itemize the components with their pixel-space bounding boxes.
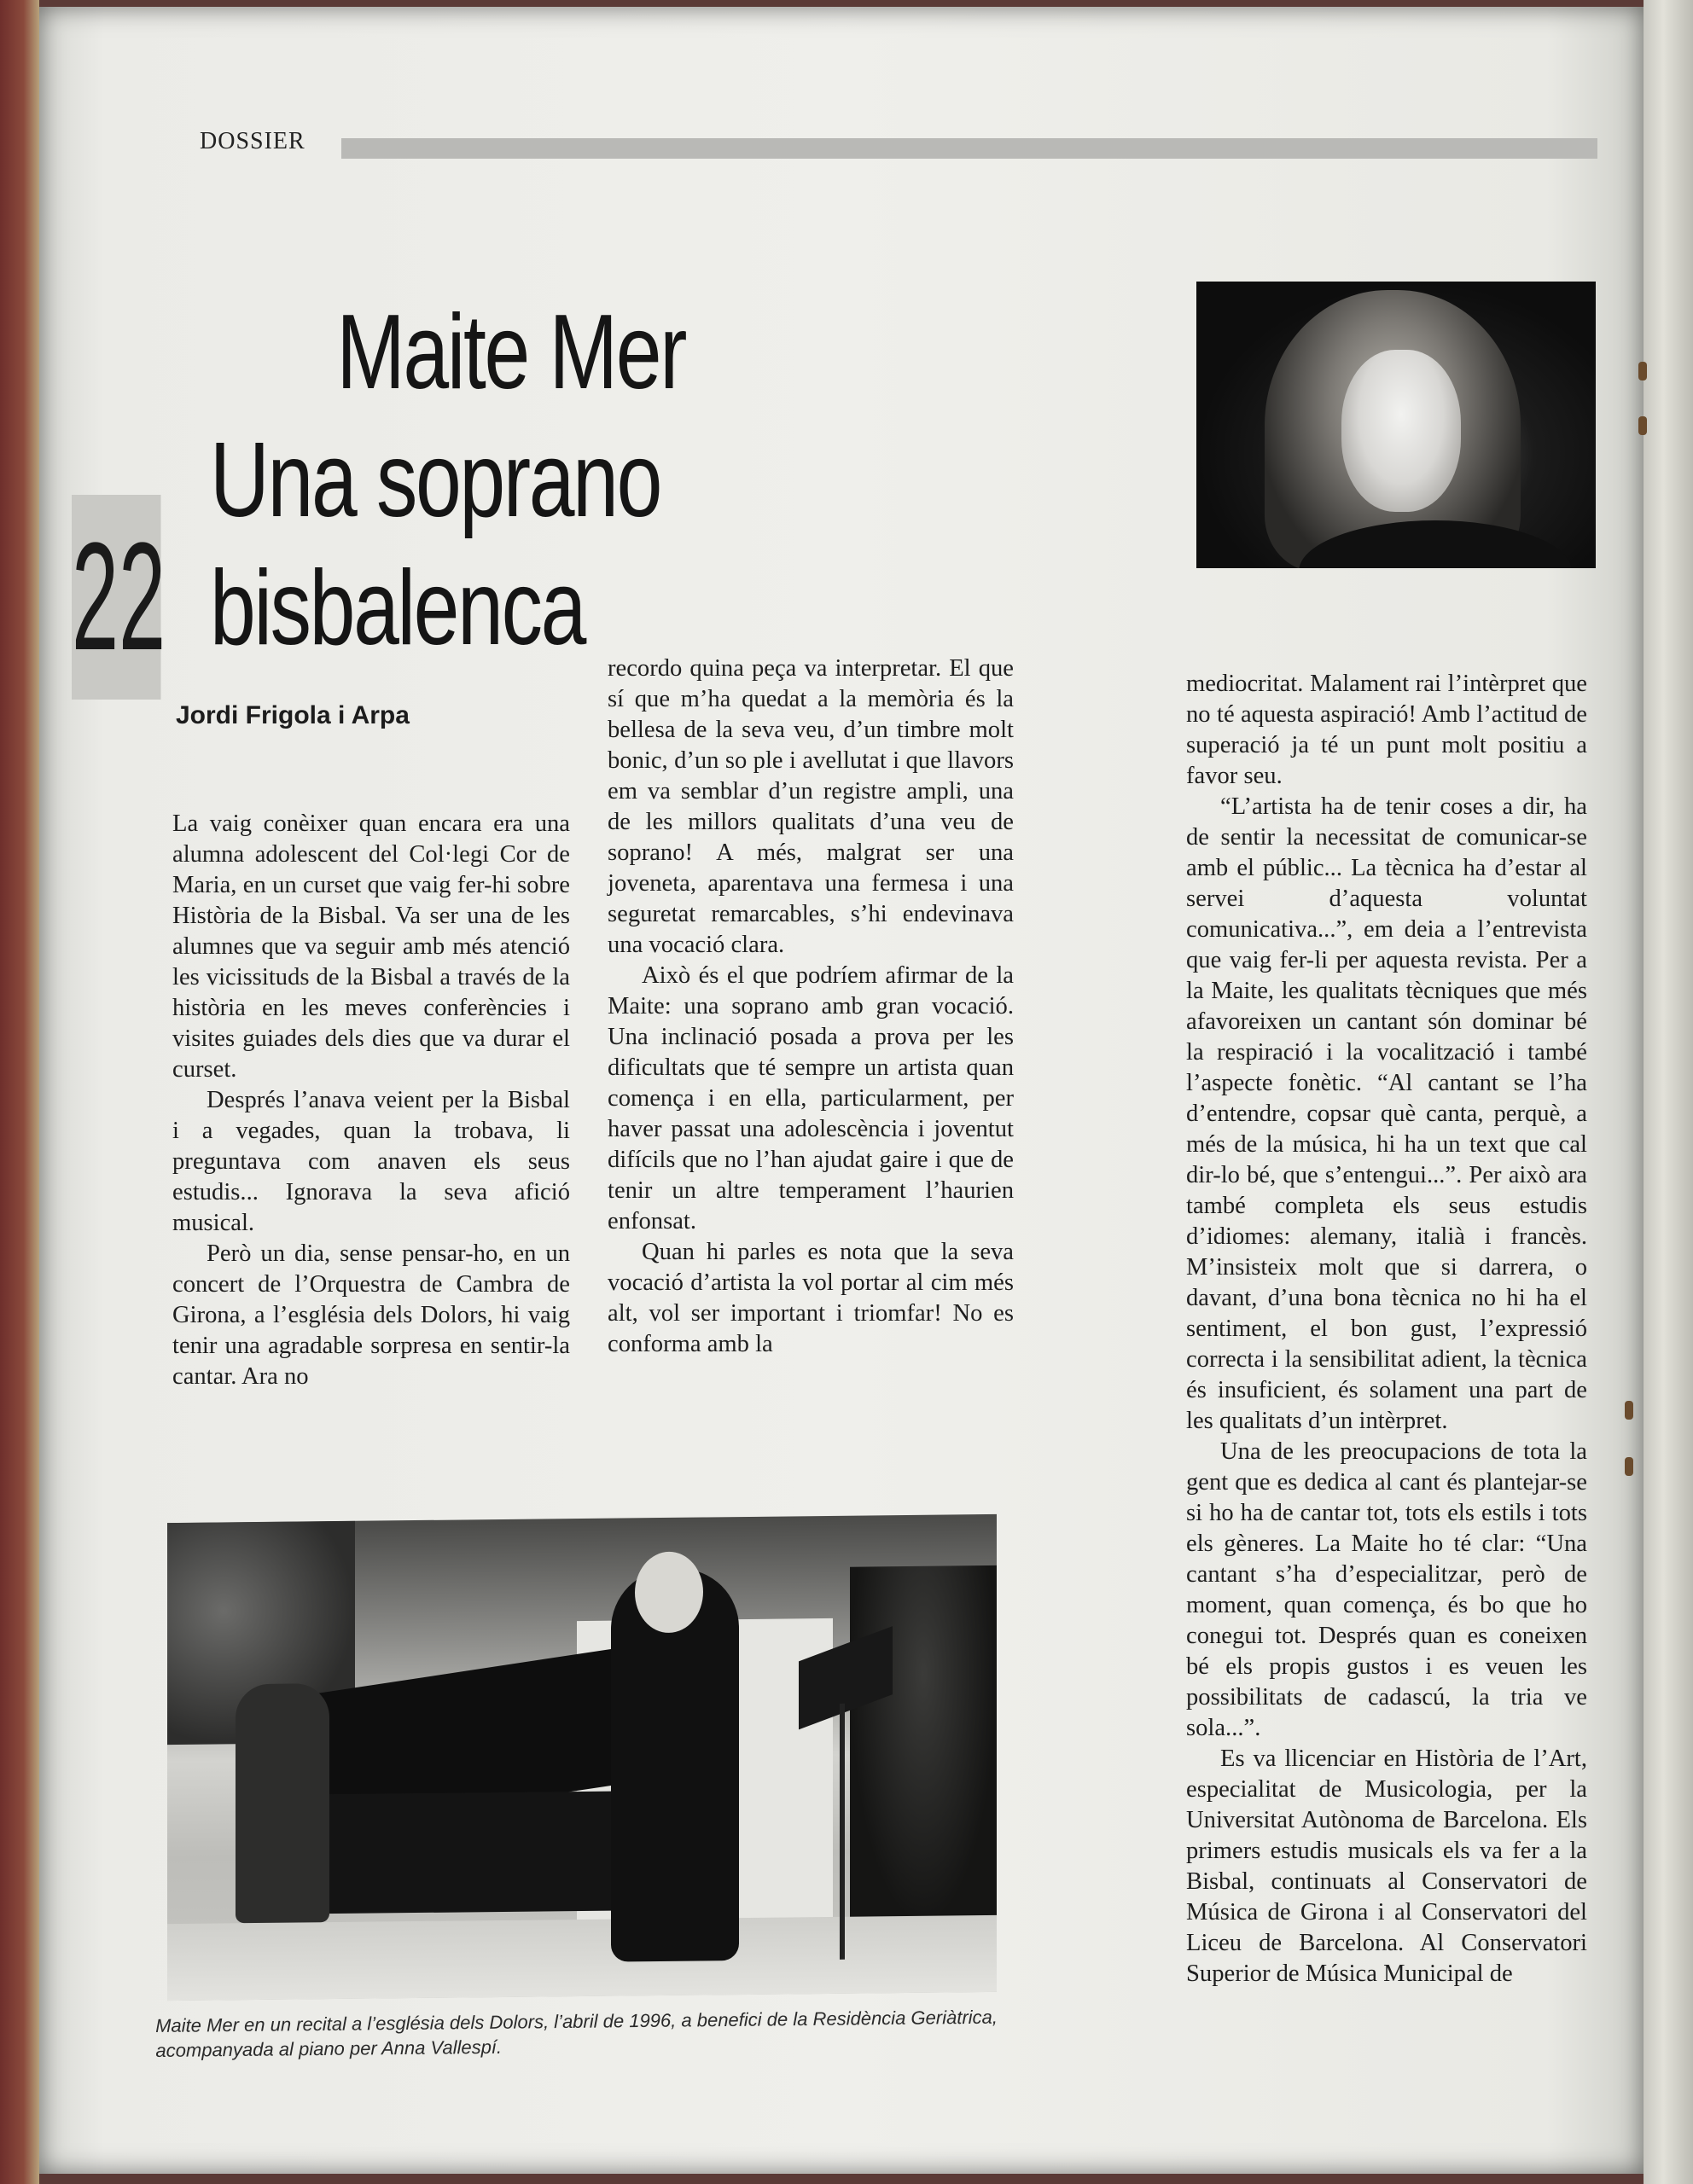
text-column-3 <box>1186 669 1587 1989</box>
paragraph: Quan hi parles es nota que la seva vocació d’artista la vol portar al cim més alt, vol ser important i triomfar! No es conforma amb la <box>608 1239 1014 1357</box>
photo-stand-pole <box>840 1704 845 1960</box>
recital-photo <box>167 1514 997 2001</box>
article-title <box>210 288 876 672</box>
photo-singer-head <box>635 1552 703 1634</box>
paragraph: recordo quina peça va interpretar. El que sí que m’ha quedat a la memòria és la bellesa de la seva veu, d’un timbre molt bonic, d’un so ple i avellutat i que llavors em va semblar d’un registre ampli, una de les millors qualitats d’una veu de soprano! A més, malgrat ser una joveneta, aparentava una fermesa i una seguretat remarcables, s’hi endevinava una vocació clara. <box>608 655 1014 958</box>
page-number: 22 <box>72 495 161 700</box>
paragraph: Després l’anava veient per la Bisbal i a vegades, quan la trobava, li preguntava com anaven els seus estudis... Ignorava la seva afició musical. <box>172 1087 570 1236</box>
paragraph: Es va llicenciar en Història de l’Art, especialitat de Musicologia, per la Universitat Autònoma de Barcelona. Els primers estudis musicals els va fer a la Bisbal, continuats al Conservatori de Música de Girona i al Conservatori del Liceu de Barcelona. Al Conservatori Superior de Música Municipal de <box>1186 1745 1587 1987</box>
paragraph: “L’artista ha de tenir coses a dir, ha de sentir la necessitat de comunicar-se amb el públic... La tècnica ha d’estar al servei d’aquesta voluntat comunicativa...”, em deia a l’entrevista que vaig fer-li per aquesta revista. Per a la Maite, les qualitats tècniques que més afavoreixen un cantant són dominar bé la respiració i la vocalització i també l’aspecte fonètic. “Al cantant se l’ha d’entendre, copsar què canta, perquè, a més de la música, hi ha un text que cal dir-lo bé, que s’entengui...”. Per això ara també completa els seus estudis d’idiomes: alemany, italià i francès. M’insisteix molt que si darrera, o davant, d’una bona tècnica no hi ha el sentiment, el bon gust, l’expressió correcta i la sensibilitat adient, la tècnica és insuficient, és solament una part de les qualitats d’un intèrpret. <box>1186 793 1587 1434</box>
header-rule <box>341 138 1597 159</box>
text-column-2 <box>608 653 1014 1360</box>
portrait-photo <box>1196 282 1596 568</box>
title-line-1: Maite Mer <box>336 293 686 411</box>
portrait-face <box>1341 350 1461 512</box>
paragraph: mediocritat. Malament rai l’intèrpret que no té aquesta aspiració! Amb l’actitud de superació ja té un punt molt positiu a favor seu. <box>1186 671 1587 789</box>
title-line-2: Una soprano bisbalenca <box>210 421 661 667</box>
section-label: DOSSIER <box>200 128 305 154</box>
magazine-page <box>39 7 1644 2174</box>
binding-staple <box>1625 1401 1633 1420</box>
binding-staple <box>1638 362 1647 380</box>
binding-staple <box>1625 1457 1633 1476</box>
photo-pianist <box>236 1683 329 1923</box>
paragraph: Això és el que podríem afirmar de la Maite: una soprano amb gran vocació. Una inclinació posada a prova per les dificultats que té sempre un artista quan comença i en ella, particularment, per haver passat una adolescència i joventut difícils que no l’han ajudat gaire i que de tenir un altre temperament l’haurien enfonsat. <box>608 962 1014 1234</box>
photo-floor <box>167 1915 997 2001</box>
paragraph: Però un dia, sense pensar-ho, en un concert de l’Orquestra de Cambra de Girona, a l’església dels Dolors, hi vaig tenir una agradable sorpresa en sentir-la cantar. Ara no <box>172 1240 570 1390</box>
paragraph: Una de les preocupacions de tota la gent que es dedica al cant és plantejar-se si ho ha de cantar tot, tots els estils i tots els gèneres. La Maite ho té clar: “Una cantant s’ha d’especialitzar, però de moment, quan comença, és bo que ho conegui tot. Després quan es coneixen bé els propis gustos i es veuen les possibilitats de cadascú, la tria ve sola...”. <box>1186 1438 1587 1741</box>
binding-staple <box>1638 416 1647 435</box>
magazine-spine <box>0 0 39 2184</box>
text-column-1 <box>172 809 570 1392</box>
photo-caption: Maite Mer en un recital a l’església dels Dolors, l’abril de 1996, a benefici de la Residència Geriàtrica, acompanyada al piano per Anna Vallespí. <box>155 2006 998 2061</box>
page-edge <box>1644 0 1693 2184</box>
author-byline: Jordi Frigola i Arpa <box>176 701 410 729</box>
photo-plants <box>850 1565 997 1926</box>
paragraph: La vaig conèixer quan encara era una alumna adolescent del Col·legi Cor de Maria, en un curset que vaig fer-hi sobre Història de la Bisbal. Va ser una de les alumnes que va seguir amb més atenció les vicissituds de la Bisbal a través de la història en les meves conferències i visites guiades dels dies que va durar el curset. <box>172 810 570 1083</box>
